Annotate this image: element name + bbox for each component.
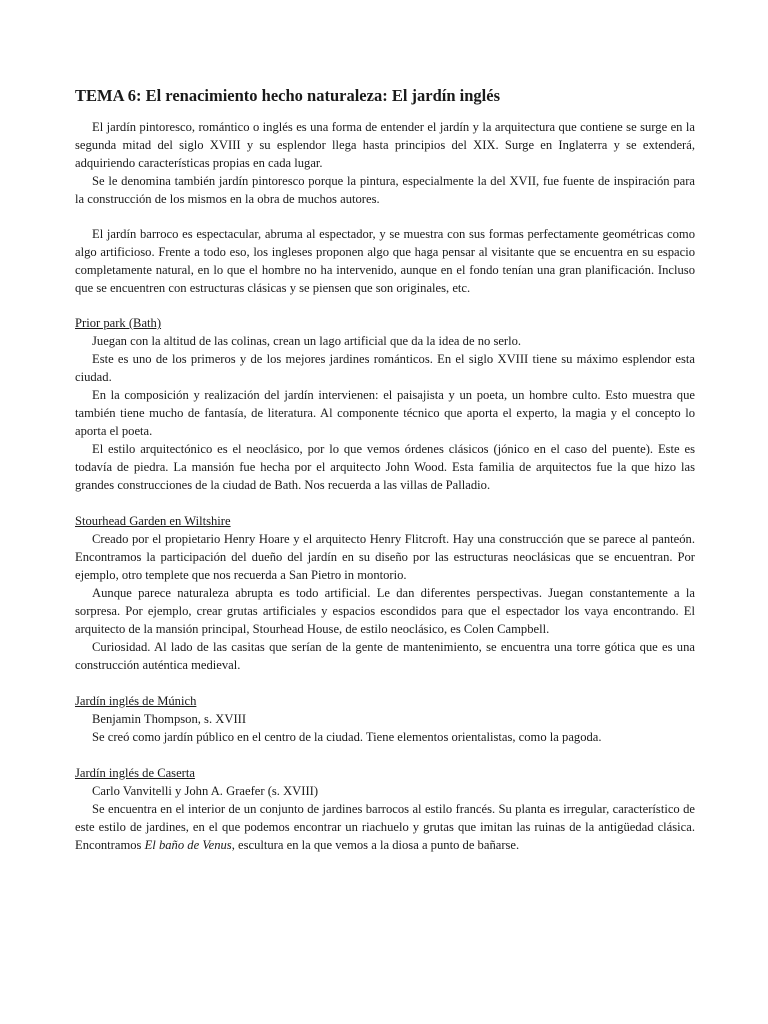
- caserta-paragraph: [75, 800, 695, 854]
- section-heading-munich: Jardín inglés de Múnich: [75, 694, 197, 708]
- page-title: TEMA 6: El renacimiento hecho naturaleza: El jardín inglés: [75, 86, 501, 105]
- section-heading-caserta: Jardín inglés de Caserta: [75, 766, 195, 780]
- prior-park-paragraph: Juegan con la altitud de las colinas, crean un lago artificial que da la idea de no serlo.: [92, 334, 522, 348]
- intro-paragraph-1: El jardín pintoresco, romántico o inglés es una forma de entender el jardín y la arquitectura que contiene se surge en la segunda mitad del siglo XVIII y su esplendor llega hasta principios del XIX. Surge en Inglaterra y se extenderá, adquiriendo características propias en cada lugar.: [75, 120, 695, 170]
- stourhead-paragraph: Aunque parece naturaleza abrupta es todo artificial. Le dan diferentes perspectivas. Juegan constantemente a la sorpresa. Por ejemplo, crear grutas artificiales y espacios escondidos para que el espectador los vaya encontrando. El arquitecto de la mansión principal, Stourhead House, de estilo neoclásico, es Colen Campbell.: [75, 586, 695, 636]
- caserta-authors: Carlo Vanvitelli y John A. Graefer (s. XVIII): [92, 784, 319, 798]
- munich-paragraph: Se creó como jardín público en el centro de la ciudad. Tiene elementos orientalistas, como la pagoda.: [92, 730, 602, 744]
- caserta-text-after: , escultura en la que vemos a la diosa a punto de bañarse.: [231, 838, 520, 852]
- baroque-paragraph: El jardín barroco es espectacular, abruma al espectador, y se muestra con sus formas perfectamente geométricas como algo artificioso. Frente a todo eso, los ingleses proponen algo que haga pensar al visitante que se encuentra en su espacio completamente natural, en lo que el hombre no ha intervenido, aunque en el fondo tenían una gran planificación. Incluso que se encuentren con estructuras clásicas y se piensen que son originales, etc.: [75, 227, 695, 295]
- stourhead-paragraph: Creado por el propietario Henry Hoare y el arquitecto Henry Flitcroft. Hay una construcción que se parece al panteón. Encontramos la participación del dueño del jardín en su diseño por las estructuras neoclásicas que se encuentran. Por ejemplo, otro templete que nos recuerda a San Pietro in montorio.: [75, 532, 695, 582]
- prior-park-paragraph: En la composición y realización del jardín intervienen: el paisajista y un poeta, un hombre culto. Esto muestra que también tiene mucho de fantasía, de literatura. Al componente técnico que aporta el experto, la magia y el concepto lo aporta el poeta.: [75, 388, 695, 438]
- prior-park-paragraph: El estilo arquitectónico es el neoclásico, por lo que vemos órdenes clásicos (jónico en el caso del puente). Este es todavía de piedra. La mansión fue hecha por el arquitecto John Wood. Esta familia de arquitectos fue la que hizo las grandes construcciones de la ciudad de Bath. Nos recuerda a las villas de Palladio.: [75, 442, 695, 492]
- munich-paragraph: Benjamin Thompson, s. XVIII: [92, 712, 247, 726]
- section-heading-stourhead: Stourhead Garden en Wiltshire: [75, 514, 231, 528]
- prior-park-paragraph: Este es uno de los primeros y de los mejores jardines románticos. En el siglo XVIII tiene su máximo esplendor esta ciudad.: [75, 352, 695, 384]
- caserta-text-before: Se encuentra en el interior de un conjunto de jardines barrocos al estilo francés. Su planta es irregular, característico de este estilo de jardines, en el que podemos encontrar un riachuelo y grutas que imitan las ruinas de la antigüedad clásica. Encontramos: [75, 802, 695, 852]
- stourhead-paragraph: Curiosidad. Al lado de las casitas que serían de la gente de mantenimiento, se encuentra una torre gótica que es una construcción auténtica medieval.: [75, 640, 695, 672]
- caserta-sculpture-title: El baño de Venus: [144, 838, 232, 852]
- intro-paragraph-2: Se le denomina también jardín pintoresco porque la pintura, especialmente la del XVII, fue fuente de inspiración para la construcción de los mismos en la obra de muchos autores.: [75, 174, 695, 206]
- section-heading-prior-park: Prior park (Bath): [75, 316, 162, 330]
